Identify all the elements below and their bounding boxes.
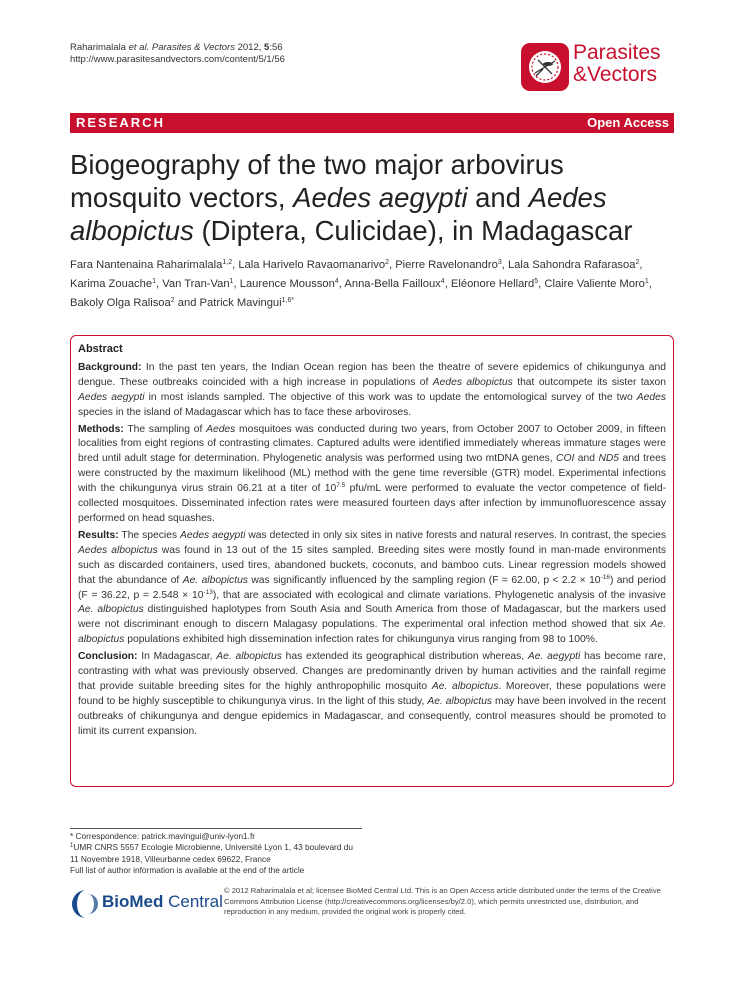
- correspondence-note[interactable]: * Correspondence: patrick.mavingui@univ-lyon1.fr: [70, 831, 256, 841]
- author-affiliation: 2: [635, 259, 640, 266]
- abstract-heading: Abstract: [78, 343, 123, 355]
- citation-header: [70, 42, 285, 66]
- author-label: Patrick Mavingui: [199, 297, 282, 309]
- author-label: Claire Valiente Moro: [544, 278, 645, 290]
- author-name: [544, 278, 648, 290]
- author-label: Eléonore Hellard: [450, 278, 535, 290]
- author-name: [240, 278, 339, 290]
- abstract-methods: Methods: The sampling of Aedes mosquitoes was conducted during two years, from October 2007 to October 2009, in fifteen localities from eight regions of contrasting climates. Captured adults were identified immediately whereas immature stages were bred until adult stage for determination. Phylogenetic analysis was performed using two mtDNA genes, COI and ND5 and trees were constructed by the maximum likelihood (ML) method with the gene time reversible (GTR) model. Experimental infections with the chikungunya virus strain 06.21 at a titer of $10^{7.5}$ pfu/mL were performed to evaluate the vector competence of field-collected mosquitoes. Disseminated infection rates were measured fourteen days after infection by immunofluorescence assay performed on head squashes.: [78, 423, 667, 524]
- author-label: Lala Sahondra Rafarasoa: [507, 259, 636, 271]
- author-label: Bakoly Olga Ralisoa: [70, 297, 171, 309]
- journal-name: Parasites &Vectors: [573, 41, 661, 86]
- article-title: Biogeography of the two major arbovirus mosquito vectors, Aedes aegypti and Aedes albopictus (Diptera, Culicidae), in Madagascar: [70, 149, 633, 246]
- author-affiliation: 1,2: [222, 259, 233, 266]
- author-label: Lala Harivelo Ravaomanarivo: [238, 259, 386, 271]
- author-label: Laurence Mousson: [239, 278, 335, 290]
- author-name: [451, 278, 538, 290]
- full-list-note: Full list of author information is available at the end of the article: [70, 865, 305, 876]
- open-access-label: Open Access: [587, 115, 669, 130]
- author-name: [508, 259, 639, 271]
- author-name: [344, 278, 444, 290]
- footnotes: * Correspondence: patrick.mavingui@univ-lyon1.fr $^1$UMR CNRS 5557 Ecologie Microbienne, Université Lyon 1, 43 boulevard du 11 Novembre 1918, Villeurbanne cedex 69622, France Full list of author information is available at the end of the article: [70, 831, 353, 876]
- author-affiliation: 1: [152, 278, 156, 285]
- author-name: [395, 259, 502, 271]
- author-name: [70, 259, 232, 271]
- author-label: Fara Nantenaina Raharimalala: [70, 259, 223, 271]
- author-affiliation: 5: [534, 278, 539, 285]
- article-type-band: [70, 113, 674, 133]
- footnote-divider: [70, 828, 362, 829]
- abstract-conclusion: Conclusion: In Madagascar, Ae. albopictus has extended its geographical distribution whereas, Ae. aegypti has become rare, contrasting with what was previously observed. Changes are predominantly driven by human activities and the rainfall regime that provide suitable breeding sites for the highly anthropophilic mosquito Ae. albopictus. Moreover, these populations were found to be highly susceptible to chikungunya virus. In the light of this study, Ae. albopictus may have been involved in the recent outbreaks of chikungunya and dengue epidemics in Madagascar, and consequently, control measures should be promoted to limit its current expansion.: [78, 651, 667, 737]
- affiliation-note: $^1$UMR CNRS 5557 Ecologie Microbienne, Université Lyon 1, 43 boulevard du: [70, 842, 353, 853]
- author-affiliation: 4: [334, 278, 339, 285]
- author-name: [162, 278, 233, 290]
- author-affiliation: 4: [440, 278, 445, 285]
- author-list: Fara Nantenaina Raharimalala$^{1,2}$, Lala Harivelo Ravaomanarivo$^2$, Pierre Ravelonandro$^3$, Lala Sahondra Rafarasoa$^2$, Karima Zouache$^1$, Van Tran-Van$^1$, Laurence Mousson$^4$, Anna-Bella Failloux$^4$, Eléonore Hellard$^5$, Claire Valiente Moro$^1$, Bakoly Olga Ralisoa$^2$ and Patrick Mavingui$^{1,6*}$: [70, 259, 652, 309]
- author-name: [70, 297, 175, 309]
- citation-line: Raharimalala et al. Parasites & Vectors 2012, 5:56: [70, 42, 283, 53]
- article-type-label: RESEARCH: [76, 115, 165, 130]
- author-label: Pierre Ravelonandro: [395, 259, 498, 271]
- author-label: Anna-Bella Failloux: [344, 278, 441, 290]
- author-label: Van Tran-Van: [162, 278, 230, 290]
- copyright-notice: © 2012 Raharimalala et al; licensee BioMed Central Ltd. This is an Open Access article distributed under the terms of the Creative Commons Attribution License (http://creativecommons.org/licenses/by/2.0), which permits unrestricted use, distribution, and reproduction in any medium, provided the original work is properly cited.: [224, 886, 661, 917]
- author-affiliation: 2: [385, 259, 389, 266]
- author-name: [70, 278, 156, 290]
- abstract-background: Background: In the past ten years, the Indian Ocean region has been the theatre of severe epidemics of chikungunya and dengue. These outbreaks coincided with a high increase in populations of Aedes albopictus that outcompete its sister taxon Aedes aegypti in most islands sampled. The objective of this work was to update the entomological survey of the two Aedes species in the island of Madagascar which has to face these arboviroses.: [78, 361, 667, 418]
- abstract-content: [78, 342, 666, 742]
- author-affiliation: 3: [497, 259, 502, 266]
- author-label: Karima Zouache: [70, 278, 153, 290]
- author-affiliation: 1,6*: [281, 297, 295, 304]
- author-name: [200, 297, 295, 309]
- author-affiliation: 2: [170, 297, 175, 304]
- author-affiliation: 1: [229, 278, 234, 285]
- author-affiliation: 1: [644, 278, 649, 285]
- author-name: [238, 259, 389, 271]
- abstract-results: Results: The species Aedes aegypti was detected in only six sites in native forests and natural reserves. In contrast, the species Aedes albopictus was found in 13 out of the 15 sites sampled. Breeding sites were mostly found in man-made environments such as discarded containers, used tires, abandoned buckets, coconuts, and bamboo cuts. Linear regression models showed that the abundance of Ae. albopictus was significantly influenced by the sampling region (F = 62.00, $p < 2.2 \times 10^{-16}$) and period (F = 36.22, $p = 2.548 \times 10^{-13}$), that are associated with ecological and climate variations. Phylogenetic analysis of the invasive Ae. albopictus distinguished haplotypes from South Asia and South America from those of Madagascar, but the markers used were not discriminant enough to discern Malagasy populations. The experimental oral infection method showed that six Ae. albopictus populations exhibited high dissemination infection rates for chikungunya virus ranging from 98 to 100%.: [78, 529, 667, 646]
- biomed-central-brand: BioMed Central: [102, 892, 223, 911]
- article-url[interactable]: http://www.parasitesandvectors.com/content/5/1/56: [70, 54, 285, 65]
